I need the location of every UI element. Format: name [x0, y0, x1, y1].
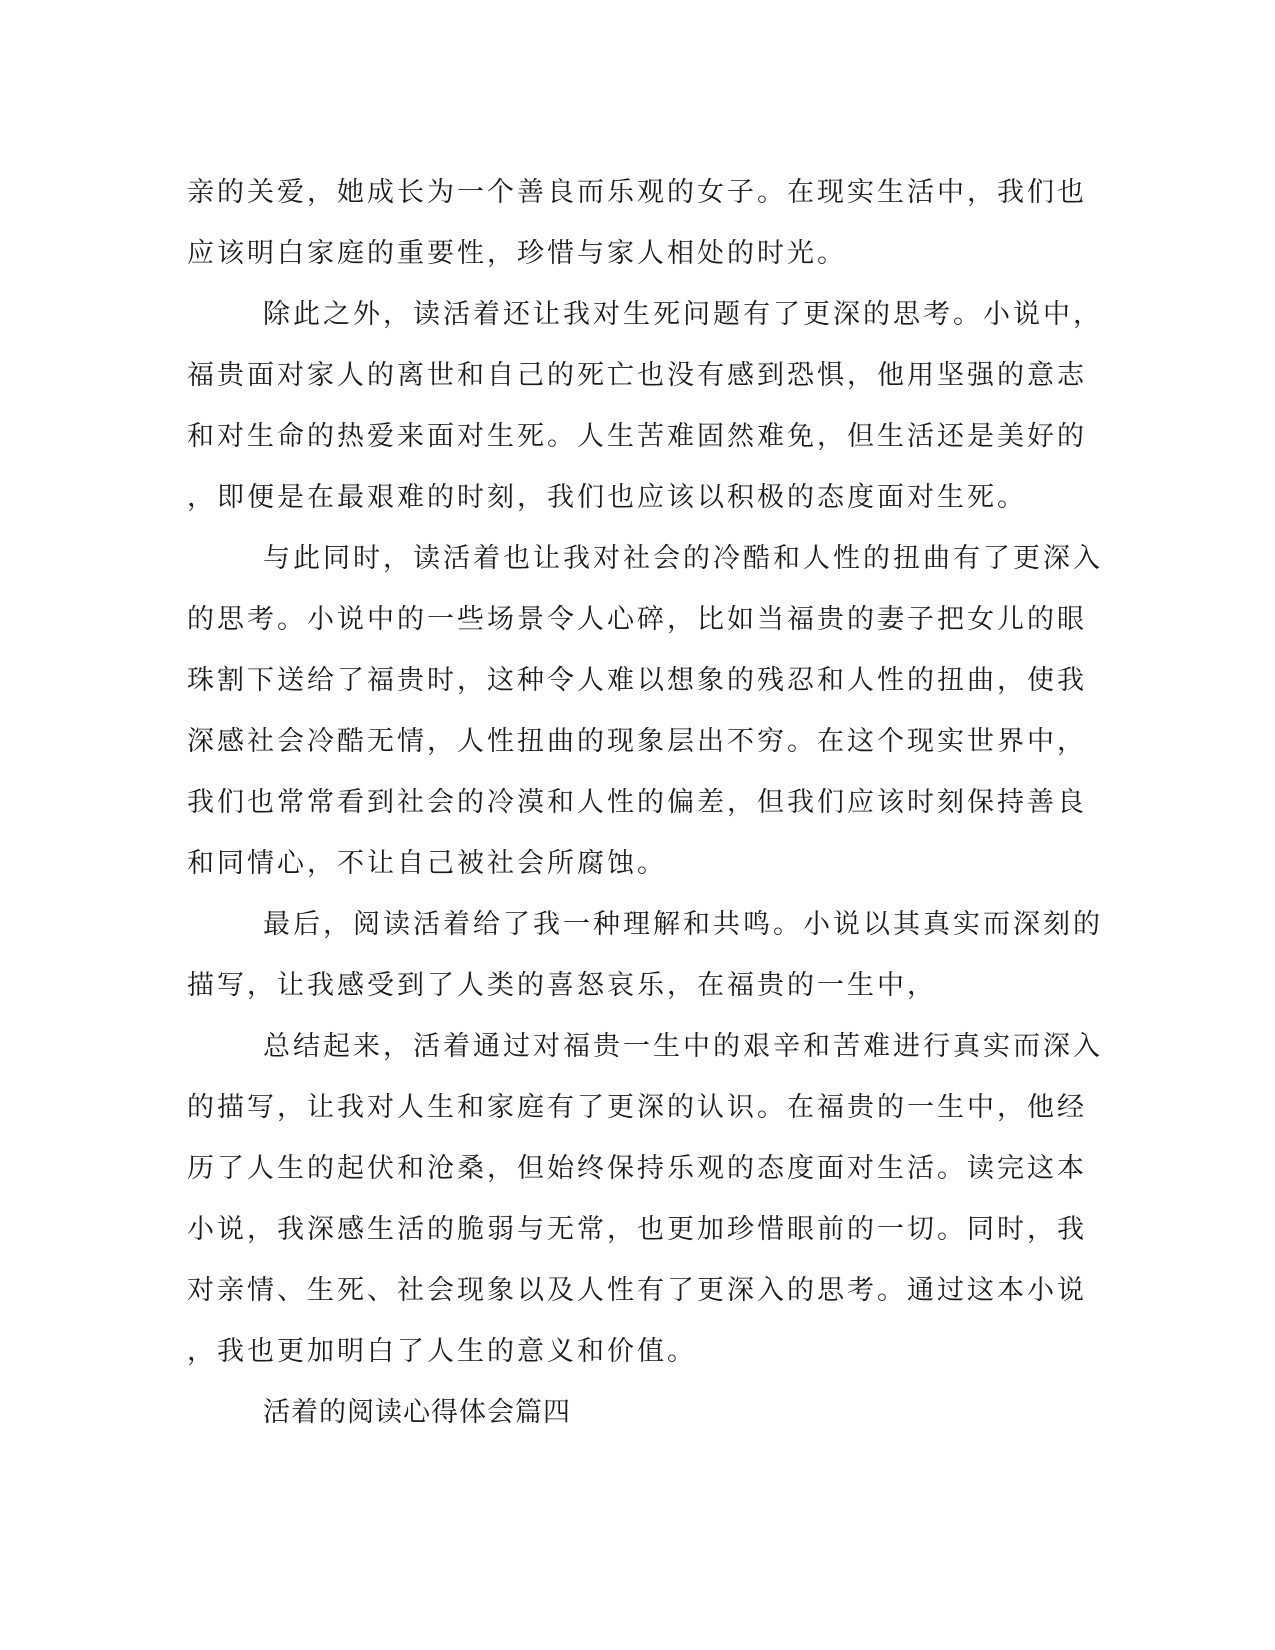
- paragraph-start-line: 除此之外，读活着还让我对生死问题有了更深的思考。小说中，: [263, 299, 1103, 330]
- body-text: [187, 162, 1103, 1443]
- text-line: 和同情心，不让自己被社会所腐蚀。: [187, 848, 667, 879]
- text-line: 和对生命的热爱来面对生死。人生苦难固然难免，但生活还是美好的: [187, 421, 1087, 452]
- text-line: 的思考。小说中的一些场景令人心碎，比如当福贵的妻子把女儿的眼: [187, 604, 1087, 635]
- text-line: 珠割下送给了福贵时，这种令人难以想象的残忍和人性的扭曲，使我: [187, 665, 1087, 696]
- paragraph-start-line: 总结起来，活着通过对福贵一生中的艰辛和苦难进行真实而深入: [263, 1031, 1103, 1062]
- text-line: ，我也更加明白了人生的意义和价值。: [187, 1336, 697, 1367]
- text-line: 亲的关爱，她成长为一个善良而乐观的女子。在现实生活中，我们也: [187, 177, 1087, 208]
- text-line: 描写，让我感受到了人类的喜怒哀乐，在福贵的一生中，: [187, 970, 937, 1001]
- text-line: 对亲情、生死、社会现象以及人性有了更深入的思考。通过这本小说: [187, 1275, 1087, 1306]
- text-line: ，即便是在最艰难的时刻，我们也应该以积极的态度面对生死。: [187, 482, 1027, 513]
- paragraph-start-line: 与此同时，读活着也让我对社会的冷酷和人性的扭曲有了更深入: [263, 543, 1103, 574]
- section-heading: 活着的阅读心得体会篇四: [263, 1397, 571, 1428]
- text-line: 福贵面对家人的离世和自己的死亡也没有感到恐惧，他用坚强的意志: [187, 360, 1087, 391]
- text-line: 的描写，让我对人生和家庭有了更深的认识。在福贵的一生中，他经: [187, 1092, 1087, 1123]
- text-line: 应该明白家庭的重要性，珍惜与家人相处的时光。: [187, 238, 847, 269]
- text-line: 小说，我深感生活的脆弱与无常，也更加珍惜眼前的一切。同时，我: [187, 1214, 1087, 1245]
- text-line: 历了人生的起伏和沧桑，但始终保持乐观的态度面对生活。读完这本: [187, 1153, 1087, 1184]
- paragraph-start-line: 最后，阅读活着给了我一种理解和共鸣。小说以其真实而深刻的: [263, 909, 1103, 940]
- text-line: 深感社会冷酷无情，人性扭曲的现象层出不穷。在这个现实世界中，: [187, 726, 1087, 757]
- text-line: 我们也常常看到社会的冷漠和人性的偏差，但我们应该时刻保持善良: [187, 787, 1087, 818]
